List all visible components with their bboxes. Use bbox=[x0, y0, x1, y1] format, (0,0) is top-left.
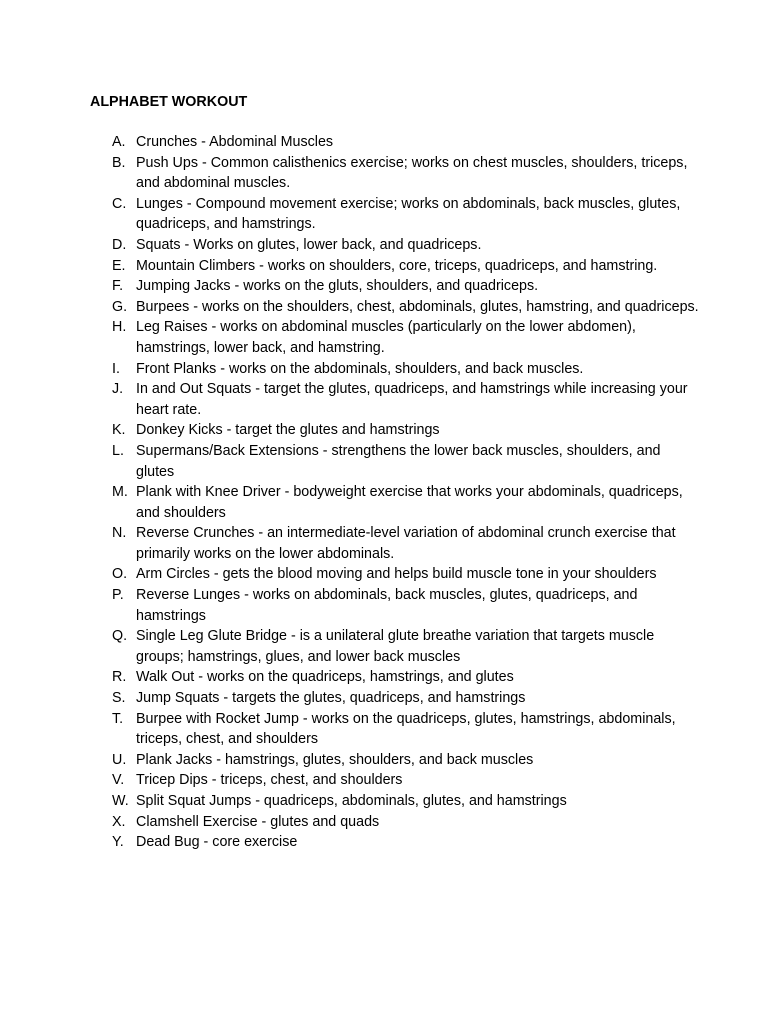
item-text: Supermans/Back Extensions - strengthens the lower back muscles, shoulders, and glutes bbox=[136, 442, 661, 480]
list-item bbox=[90, 441, 700, 482]
list-item bbox=[90, 812, 700, 833]
item-letter: U. bbox=[112, 751, 127, 768]
item-letter: T. bbox=[112, 710, 124, 727]
item-text: Front Planks - works on the abdominals, shoulders, and back muscles. bbox=[136, 360, 584, 377]
list-item bbox=[90, 585, 700, 626]
item-text: Walk Out - works on the quadriceps, hamstrings, and glutes bbox=[136, 669, 514, 686]
item-letter: V. bbox=[112, 772, 125, 789]
item-text: Clamshell Exercise - glutes and quads bbox=[136, 813, 380, 830]
item-letter: O. bbox=[112, 566, 128, 583]
item-text: Mountain Climbers - works on shoulders, core, triceps, quadriceps, and hamstring. bbox=[136, 257, 658, 274]
item-text: Plank with Knee Driver - bodyweight exercise that works your abdominals, quadriceps, and shoulders bbox=[136, 484, 683, 521]
list-item bbox=[90, 564, 700, 585]
item-letter: H. bbox=[112, 319, 127, 336]
item-letter: A. bbox=[112, 134, 126, 150]
item-letter: M. bbox=[112, 484, 128, 501]
item-text: Single Leg Glute Bridge - is a unilateral glute breathe variation that targets muscle groups; hamstrings, glues, and lower back muscles bbox=[136, 628, 655, 665]
list-item bbox=[90, 153, 700, 194]
list-item bbox=[90, 379, 700, 420]
item-letter: J. bbox=[112, 381, 124, 398]
list-item bbox=[90, 256, 700, 277]
list-item bbox=[90, 132, 700, 153]
item-text: Reverse Lunges - works on abdominals, back muscles, glutes, quadriceps, and hamstrings bbox=[136, 587, 638, 624]
list-item bbox=[90, 297, 700, 318]
item-text: Lunges - Compound movement exercise; works on abdominals, back muscles, glutes, quadriceps, and hamstrings. bbox=[136, 195, 681, 233]
list-item bbox=[90, 523, 700, 564]
list-item bbox=[90, 235, 700, 256]
item-text: In and Out Squats - target the glutes, quadriceps, and hamstrings while increasing your heart rate. bbox=[136, 381, 688, 418]
item-letter: R. bbox=[112, 669, 127, 686]
list-item bbox=[90, 359, 700, 380]
list-item bbox=[90, 317, 700, 358]
list-item bbox=[90, 791, 700, 812]
item-text: Burpee with Rocket Jump - works on the quadriceps, glutes, hamstrings, abdominals, triceps, chest, and shoulders bbox=[136, 710, 676, 748]
item-text: Split Squat Jumps - quadriceps, abdominals, glutes, and hamstrings bbox=[136, 793, 567, 809]
item-text: Leg Raises - works on abdominal muscles (particularly on the lower abdomen), hamstrings, lower back, and hamstring. bbox=[136, 319, 636, 356]
item-letter: S. bbox=[112, 690, 126, 707]
item-letter: I. bbox=[112, 360, 120, 377]
list-item bbox=[90, 832, 700, 853]
item-text: Plank Jacks - hamstrings, glutes, shoulders, and back muscles bbox=[136, 751, 534, 768]
item-text: Reverse Crunches - an intermediate-level variation of abdominal crunch exercise that primarily works on the lower abdominals. bbox=[136, 525, 676, 562]
item-letter: Q. bbox=[112, 628, 128, 645]
workout-list bbox=[90, 132, 700, 853]
list-item bbox=[90, 276, 700, 297]
list-item bbox=[90, 667, 700, 688]
list-item bbox=[90, 770, 700, 791]
item-text: Arm Circles - gets the blood moving and helps build muscle tone in your shoulders bbox=[136, 566, 657, 583]
item-text: Jump Squats - targets the glutes, quadriceps, and hamstrings bbox=[136, 690, 526, 707]
list-item bbox=[90, 482, 700, 523]
list-item bbox=[90, 750, 700, 771]
item-text: Burpees - works on the shoulders, chest, abdominals, glutes, hamstring, and quadriceps. bbox=[136, 298, 699, 315]
item-text: Tricep Dips - triceps, chest, and shoulders bbox=[136, 772, 403, 789]
list-item bbox=[90, 688, 700, 709]
item-text: Dead Bug - core exercise bbox=[136, 834, 298, 851]
item-letter: B. bbox=[112, 154, 126, 171]
item-letter: N. bbox=[112, 525, 127, 542]
item-text: Jumping Jacks - works on the gluts, shoulders, and quadriceps. bbox=[136, 278, 539, 295]
item-letter: D. bbox=[112, 236, 127, 253]
item-text: Crunches - Abdominal Muscles bbox=[136, 134, 334, 150]
item-text: Donkey Kicks - target the glutes and hamstrings bbox=[136, 422, 440, 439]
item-letter: G. bbox=[112, 298, 128, 315]
list-item bbox=[90, 709, 700, 750]
item-letter: C. bbox=[112, 195, 127, 212]
list-item bbox=[90, 626, 700, 667]
item-letter: E. bbox=[112, 257, 126, 274]
item-text: Push Ups - Common calisthenics exercise; works on chest muscles, shoulders, triceps, and abdominal muscles. bbox=[136, 154, 688, 192]
item-letter: X. bbox=[112, 813, 126, 830]
item-letter: Y. bbox=[112, 834, 124, 851]
list-item bbox=[90, 420, 700, 441]
item-letter: K. bbox=[112, 422, 126, 439]
document-title: ALPHABET WORKOUT bbox=[90, 94, 248, 110]
item-letter: W. bbox=[112, 793, 129, 809]
item-letter: F. bbox=[112, 278, 124, 295]
item-letter: P. bbox=[112, 587, 124, 604]
item-letter: L. bbox=[112, 442, 124, 459]
item-text: Squats - Works on glutes, lower back, and quadriceps. bbox=[136, 236, 482, 253]
list-item bbox=[90, 194, 700, 235]
